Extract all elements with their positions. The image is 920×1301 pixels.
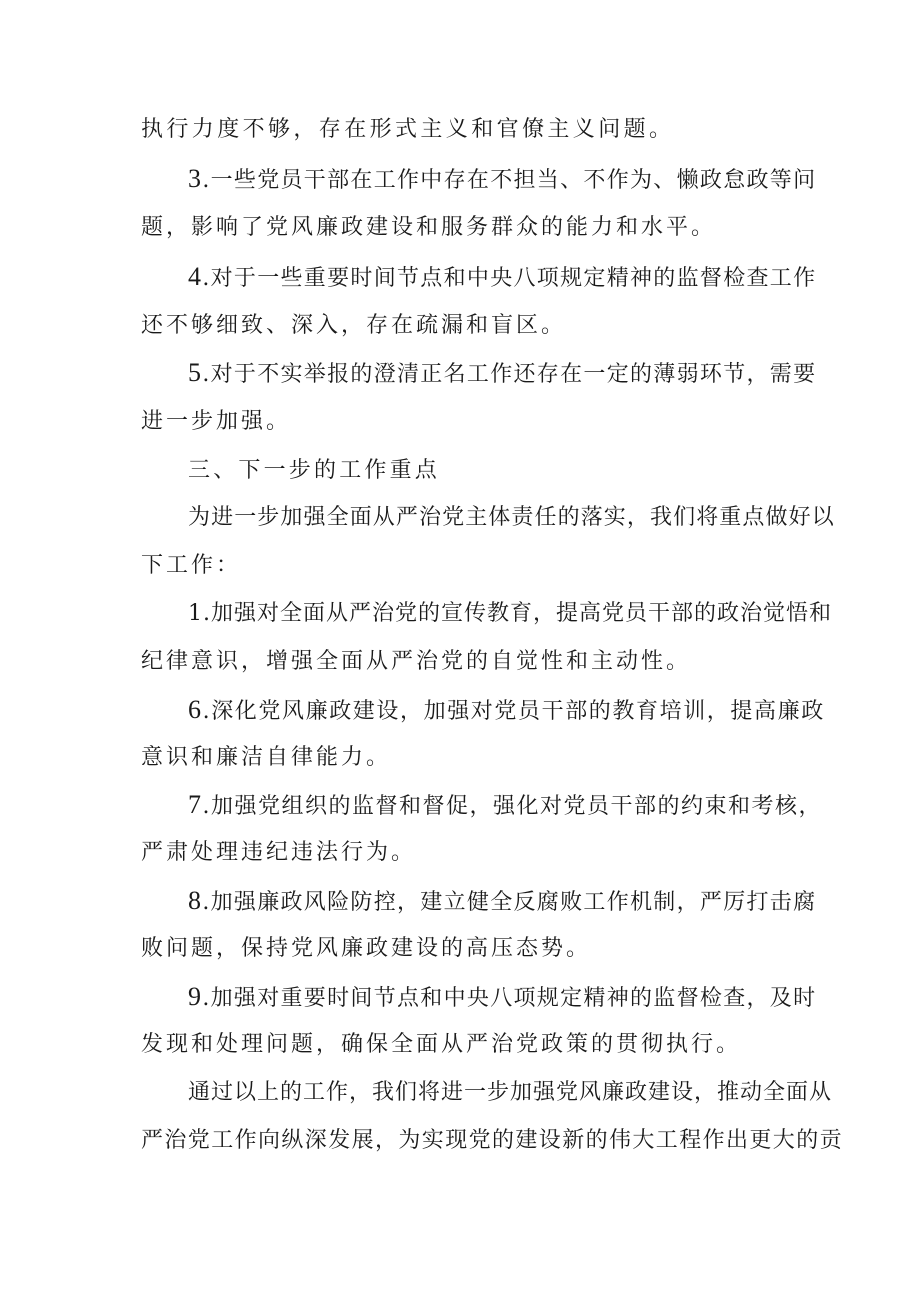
- paragraph-line: 题，影响了党风廉政建设和服务群众的能力和水平。: [141, 215, 717, 240]
- paragraph-line: 9.加强对重要时间节点和中央八项规定精神的监督检查，及时: [188, 982, 817, 1011]
- item-number: 5: [188, 358, 203, 387]
- paragraph-line: 进一步加强。: [141, 409, 292, 434]
- paragraph-line: 严治党工作向纵深发展，为实现党的建设新的伟大工程作出更大的贡: [141, 1128, 844, 1153]
- paragraph-line: 为进一步加强全面从严治党主体责任的落实，我们将重点做好以: [188, 505, 835, 530]
- item-number: 4: [188, 262, 203, 291]
- section-heading: 三、下一步的工作重点: [188, 458, 441, 483]
- paragraph-line: 败问题，保持党风廉政建设的高压态势。: [141, 936, 592, 961]
- paragraph-line: 意识和廉洁自律能力。: [141, 745, 392, 770]
- paragraph-line: 1.加强对全面从严治党的宣传教育，提高党员干部的政治觉悟和: [188, 601, 832, 626]
- paragraph-line: 7.加强党组织的监督和督促，强化对党员干部的约束和考核，: [188, 790, 822, 819]
- paragraph-line: 4.对于一些重要时间节点和中央八项规定精神的监督检查工作: [188, 262, 817, 291]
- paragraph-line: 执行力度不够，存在形式主义和官僚主义问题。: [141, 117, 675, 142]
- item-number: 8: [188, 886, 203, 915]
- paragraph-line: 还不够细致、深入，存在疏漏和盲区。: [141, 313, 567, 338]
- item-number: 6: [188, 695, 203, 724]
- paragraph-line: 纪律意识，增强全面从严治党的自觉性和主动性。: [141, 649, 692, 674]
- paragraph-line: 5.对于不实举报的澄清正名工作还存在一定的薄弱环节，需要: [188, 358, 817, 387]
- paragraph-line: 下工作：: [141, 553, 242, 578]
- paragraph-line: 8.加强廉政风险防控，建立健全反腐败工作机制，严厉打击腐: [188, 886, 817, 915]
- paragraph-line: 通过以上的工作，我们将进一步加强党风廉政建设，推动全面从: [188, 1080, 833, 1105]
- paragraph-line: 6.深化党风廉政建设，加强对党员干部的教育培训，提高廉政: [188, 695, 825, 724]
- paragraph-line: 3.一些党员干部在工作中存在不担当、不作为、懒政怠政等问: [188, 164, 817, 193]
- item-number: 7: [188, 790, 203, 819]
- item-number: 3: [188, 164, 203, 193]
- item-number: 9: [188, 982, 203, 1011]
- paragraph-line: 严肃处理违纪违法行为。: [141, 840, 417, 865]
- paragraph-line: 发现和处理问题，确保全面从严治党政策的贯彻执行。: [141, 1032, 742, 1057]
